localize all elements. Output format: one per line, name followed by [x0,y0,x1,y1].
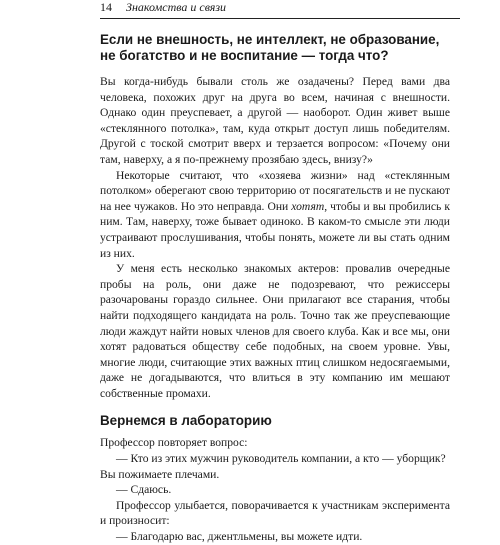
running-header [100,0,460,19]
paragraph-3: У меня есть несколько знакомых актеров: провалив очередные пробы на роль, они даже не подозревают, что режиссеры разочарованы гораздо сильнее. Они прилагают все старания, чтобы найти подходящего кандидата на роль. Точно так же преуспевающие люди жаждут найти новых членов для своего клуба. Как и все мы, они хотят радоваться обществу себе подобных, на своем уровне. Увы, многие люди, считающие этих важных птиц слишком недосягаемыми, даже не догадываются, что влиться в эту компанию им мешают собственные промахи. [100,262,450,400]
paragraph-2-part-2: , чтобы и вы пробились к ним. Там, наверху, тоже бывает одиноко. В каком-то смысле эти люди устраивают прослушивания, чтобы понять, можете ли вы стать одним из них. [100,199,451,260]
section-heading-2: Вернемся в лабораторию [100,413,272,429]
paragraph-2-emphasis: хотят [291,199,325,213]
line-1: Профессор повторяет вопрос: [100,436,248,450]
paragraph-2 [100,168,450,262]
line-6: — Благодарю вас, джентльмены, вы можете идти. [116,530,363,544]
line-5: Профессор улыбается, поворачивается к участникам эксперимента и произносит: [100,498,450,528]
page-number: 14 [100,0,112,14]
line-4: — Сдаюсь. [116,483,172,497]
line-2: — Кто из этих мужчин руководитель компании, а кто — уборщик? [116,452,446,466]
section-heading-1: Если не внешность, не интеллект, не образование, не богатство и не воспитание — тогда что? [100,32,440,63]
paragraph-2-part-1: Некоторые считают, что «хозяева жизни» над «стеклянным потолком» оберегают свою территорию от посягательств и не пускают на нее чужаков. Но это неправда. Они [100,168,450,213]
line-3: Вы пожимаете плечами. [100,467,220,481]
paragraph-1: Вы когда-нибудь бывали столь же озадачены? Перед вами два человека, похожих друг на друга во всем, начиная с внешности. Однако один преуспевает, а другой — наоборот. Один живет выше «стеклянного потолка», там, куда открыт доступ лишь победителям. Другой с тоской смотрит вверх и терзается вопросом: «Почему они там, наверху, а я по-прежнему прозябаю здесь, внизу?» [100,75,450,166]
page-content [100,32,450,545]
running-title: Знакомства и связи [126,0,227,14]
